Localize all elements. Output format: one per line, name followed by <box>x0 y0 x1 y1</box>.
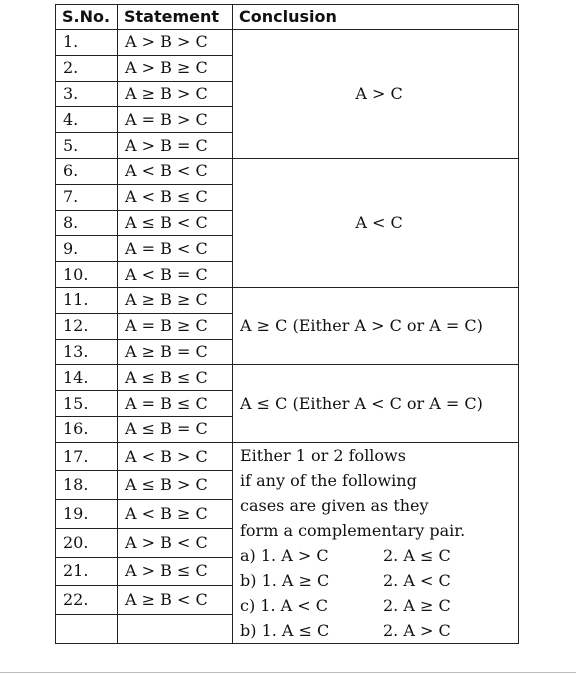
row-statement: A = B < C <box>118 236 233 262</box>
row-statement: A < B = C <box>118 262 233 288</box>
header-conclusion: Conclusion <box>233 5 519 30</box>
row-sno: 9. <box>56 236 118 262</box>
inequality-table <box>55 4 519 644</box>
row-statement: A = B ≥ C <box>118 313 233 339</box>
row-statement: A ≥ B > C <box>118 81 233 107</box>
row-sno: 4. <box>56 107 118 133</box>
row-statement: A ≥ B < C <box>118 586 233 615</box>
row-statement: A ≤ B = C <box>118 416 233 442</box>
row-sno: 7. <box>56 184 118 210</box>
table-row <box>56 30 519 56</box>
conclusion-group-2: A < C <box>233 158 519 287</box>
page-bottom-divider <box>0 672 576 673</box>
row-statement: A ≥ B ≥ C <box>118 287 233 313</box>
row-sno: 11. <box>56 287 118 313</box>
row-sno: 22. <box>56 586 118 615</box>
complementary-case <box>240 618 518 643</box>
row-sno: 10. <box>56 262 118 288</box>
row-sno: 6. <box>56 158 118 184</box>
row-sno: 14. <box>56 365 118 391</box>
row-statement: A < B ≥ C <box>118 500 233 529</box>
case-first: b) 1. A ≥ C <box>240 570 330 590</box>
row-sno: 5. <box>56 133 118 159</box>
row-statement: A = B > C <box>118 107 233 133</box>
conclusion-group-5 <box>233 442 519 643</box>
complementary-case <box>240 593 518 618</box>
table-row <box>56 158 519 184</box>
row-sno: 17. <box>56 442 118 471</box>
row-statement: A < B > C <box>118 442 233 471</box>
header-sno: S.No. <box>56 5 118 30</box>
row-sno: 20. <box>56 528 118 557</box>
complementary-case <box>240 568 518 593</box>
conclusion-note-line: Either 1 or 2 follows <box>240 445 406 465</box>
complementary-case <box>240 543 518 568</box>
row-statement: A < B ≤ C <box>118 184 233 210</box>
case-first: b) 1. A ≤ C <box>240 620 330 640</box>
row-statement: A > B > C <box>118 30 233 56</box>
row-sno: 13. <box>56 339 118 365</box>
header-statement: Statement <box>118 5 233 30</box>
row-sno: 16. <box>56 416 118 442</box>
row-statement: A > B ≤ C <box>118 557 233 586</box>
conclusion-note-line: cases are given as they <box>240 495 429 515</box>
filler-cell <box>118 614 233 643</box>
table-row <box>56 442 519 471</box>
filler-cell <box>56 614 118 643</box>
row-statement: A > B = C <box>118 133 233 159</box>
row-sno: 3. <box>56 81 118 107</box>
row-sno: 12. <box>56 313 118 339</box>
row-sno: 1. <box>56 30 118 56</box>
row-statement: A ≥ B = C <box>118 339 233 365</box>
conclusion-note-line: if any of the following <box>240 470 417 490</box>
case-second: 2. A ≤ C <box>383 545 451 565</box>
case-second: 2. A < C <box>383 570 451 590</box>
row-sno: 8. <box>56 210 118 236</box>
conclusion-note-line: form a complementary pair. <box>240 520 466 540</box>
conclusion-group-1: A > C <box>233 30 519 159</box>
row-sno: 19. <box>56 500 118 529</box>
row-statement: A > B < C <box>118 528 233 557</box>
row-statement: A ≤ B < C <box>118 210 233 236</box>
case-second: 2. A ≥ C <box>383 595 451 615</box>
header-row <box>56 5 519 30</box>
row-sno: 2. <box>56 55 118 81</box>
case-first: c) 1. A < C <box>240 595 329 615</box>
row-statement: A ≤ B > C <box>118 471 233 500</box>
row-sno: 18. <box>56 471 118 500</box>
conclusion-group-4: A ≤ C (Either A < C or A = C) <box>233 365 519 442</box>
table-row <box>56 287 519 313</box>
row-statement: A < B < C <box>118 158 233 184</box>
table-row <box>56 365 519 391</box>
conclusion-group-3: A ≥ C (Either A > C or A = C) <box>233 287 519 364</box>
row-statement: A = B ≤ C <box>118 391 233 417</box>
row-statement: A > B ≥ C <box>118 55 233 81</box>
row-sno: 21. <box>56 557 118 586</box>
case-first: a) 1. A > C <box>240 545 329 565</box>
case-second: 2. A > C <box>383 620 451 640</box>
row-statement: A ≤ B ≤ C <box>118 365 233 391</box>
row-sno: 15. <box>56 391 118 417</box>
